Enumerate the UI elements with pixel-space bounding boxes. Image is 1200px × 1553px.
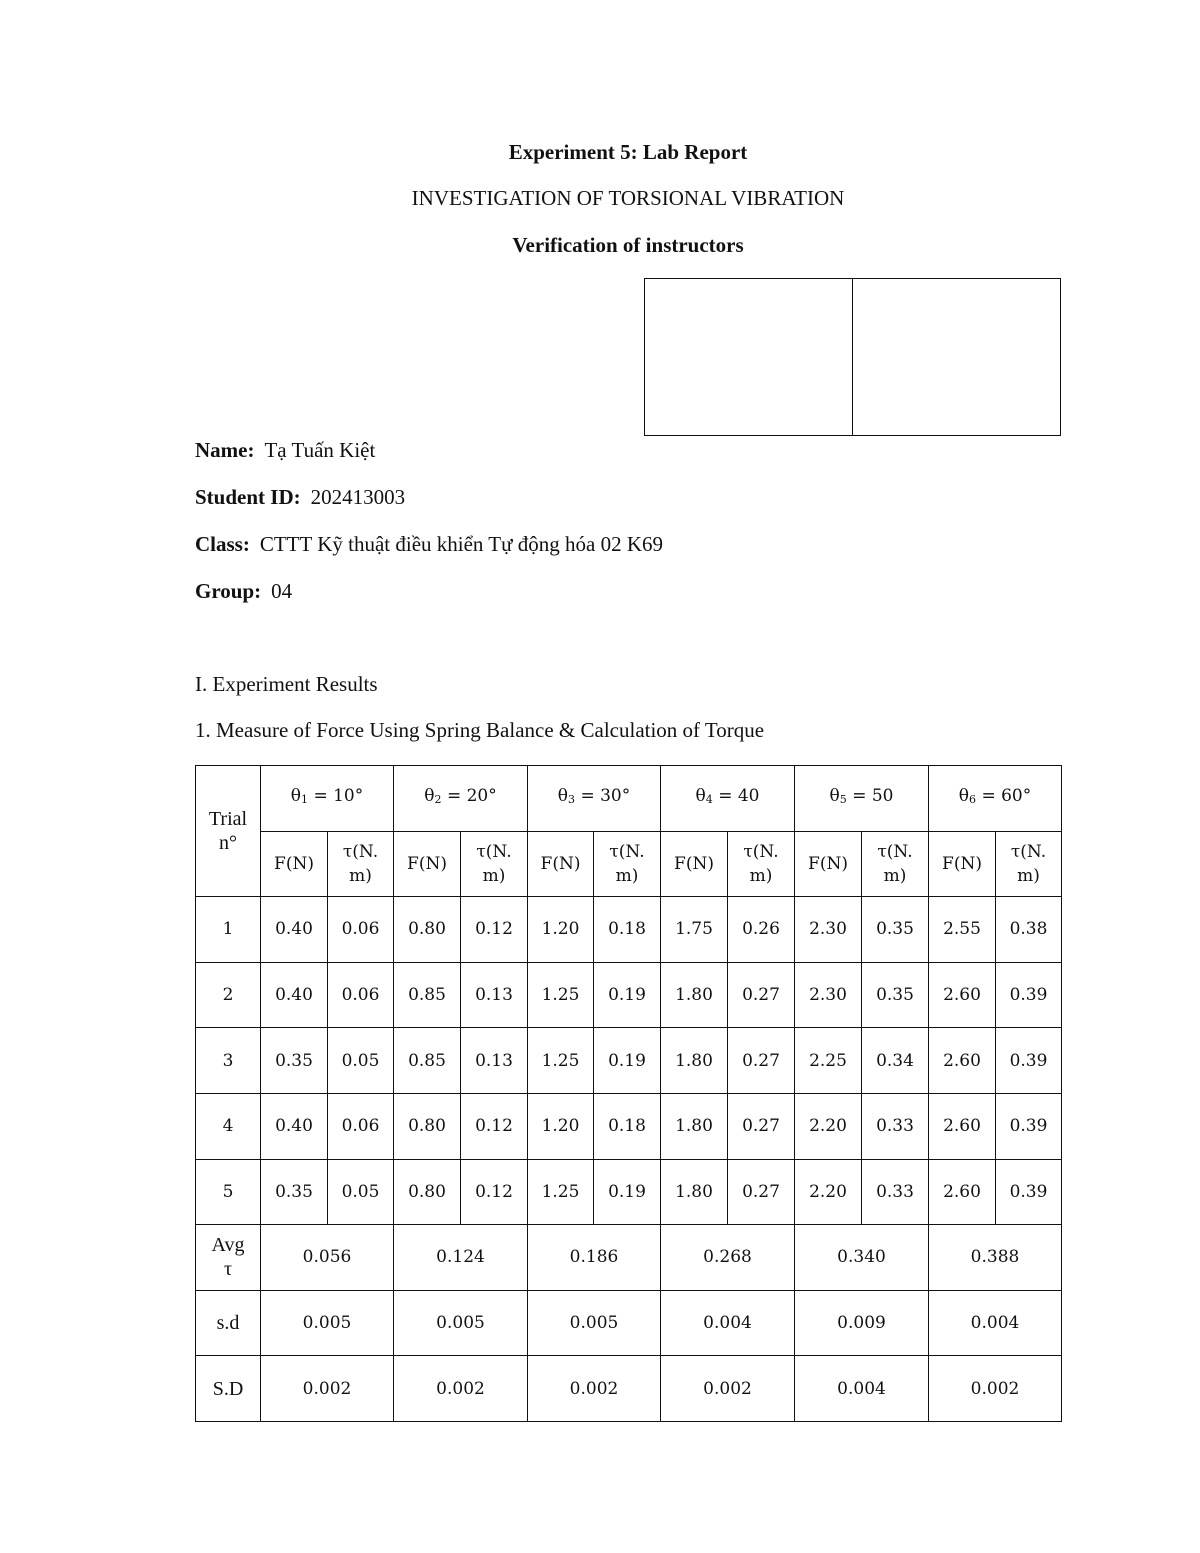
summary-row [196, 1225, 1062, 1291]
torque-value-cell: 0.39 [996, 1159, 1062, 1225]
torque-header-line1: τ(N. [743, 841, 779, 862]
force-value-cell: 0.40 [261, 1093, 328, 1159]
torque-value-cell: 0.27 [728, 1028, 795, 1094]
force-value-cell: 1.25 [528, 962, 594, 1028]
summary-row [196, 1290, 1062, 1356]
force-value-cell: 1.25 [528, 1028, 594, 1094]
force-value-cell: 2.60 [929, 1159, 996, 1225]
torque-value-cell: 0.12 [461, 897, 528, 963]
force-value-cell: 0.80 [394, 1093, 461, 1159]
summary-value-cell: 0.124 [394, 1225, 528, 1291]
summary-row [196, 1356, 1062, 1422]
force-value-cell: 1.20 [528, 897, 594, 963]
torque-value-cell: 0.12 [461, 1159, 528, 1225]
force-value-cell: 2.30 [795, 897, 862, 963]
force-value-cell: 0.85 [394, 962, 461, 1028]
table-row [196, 1028, 1062, 1094]
summary-value-cell: 0.005 [261, 1290, 394, 1356]
force-column-header: F(N) [528, 831, 594, 897]
torque-value-cell: 0.06 [328, 897, 394, 963]
angle-symbol: θ [424, 786, 435, 807]
summary-value-cell: 0.002 [394, 1356, 528, 1422]
torque-header-line2: m) [1017, 865, 1040, 886]
summary-label-line1: S.D [212, 1377, 244, 1400]
torque-value-cell: 0.35 [862, 962, 929, 1028]
summary-value-cell: 0.268 [661, 1225, 795, 1291]
angle-value: = 40 [718, 786, 760, 807]
summary-value-cell: 0.002 [929, 1356, 1062, 1422]
torque-value-cell: 0.05 [328, 1159, 394, 1225]
torque-value-cell: 0.13 [461, 962, 528, 1028]
summary-value-cell: 0.186 [528, 1225, 661, 1291]
angle-header [261, 766, 394, 832]
force-column-header: F(N) [795, 831, 862, 897]
summary-value-cell: 0.009 [795, 1290, 929, 1356]
summary-label-cell [196, 1225, 261, 1291]
torque-header-line2: m) [749, 865, 773, 886]
table-row [196, 1159, 1062, 1225]
angle-subscript: 4 [705, 793, 713, 807]
torque-value-cell: 0.35 [862, 897, 929, 963]
section-heading: I. Experiment Results [195, 672, 378, 696]
force-value-cell: 0.80 [394, 1159, 461, 1225]
torque-header-line1: τ(N. [476, 841, 512, 862]
angle-subscript: 3 [568, 793, 576, 807]
trial-header-line2: n° [219, 832, 237, 855]
torque-value-cell: 0.06 [328, 962, 394, 1028]
angle-value: = 20° [446, 786, 497, 807]
angle-header [795, 766, 929, 832]
summary-value-cell: 0.004 [795, 1356, 929, 1422]
student-id-label: Student ID: [195, 485, 301, 509]
force-value-cell: 1.80 [661, 962, 728, 1028]
torque-header-line2: m) [482, 865, 506, 886]
summary-value-cell: 0.005 [528, 1290, 661, 1356]
force-value-cell: 0.40 [261, 962, 328, 1028]
verification-heading: Verification of instructors [512, 233, 744, 257]
report-title: Experiment 5: Lab Report [508, 140, 748, 164]
torque-value-cell: 0.13 [461, 1028, 528, 1094]
angle-symbol: θ [958, 786, 970, 807]
angle-subscript: 5 [839, 793, 847, 807]
table-row [196, 1093, 1062, 1159]
report-subtitle: INVESTIGATION OF TORSIONAL VIBRATION [411, 186, 845, 210]
torque-column-header [328, 831, 394, 897]
force-value-cell: 0.35 [261, 1159, 328, 1225]
torque-value-cell: 0.27 [728, 962, 795, 1028]
angle-symbol: θ [290, 786, 302, 807]
force-column-header: F(N) [929, 831, 996, 897]
angle-header [661, 766, 795, 832]
instructor-signature-box [644, 278, 1061, 436]
torque-value-cell: 0.39 [996, 1028, 1062, 1094]
group-field [195, 579, 292, 604]
force-column-header: F(N) [394, 831, 461, 897]
torque-header-line2: m) [615, 865, 639, 886]
torque-value-cell: 0.18 [594, 1093, 661, 1159]
force-value-cell: 2.20 [795, 1093, 862, 1159]
trial-number-cell: 2 [196, 962, 261, 1028]
summary-label-line2: τ [223, 1258, 233, 1281]
results-table [195, 765, 1062, 1422]
angle-subscript: 6 [969, 793, 977, 807]
angle-subscript: 2 [434, 793, 442, 807]
angle-header [528, 766, 661, 832]
torque-column-header [996, 831, 1062, 897]
torque-value-cell: 0.19 [594, 1028, 661, 1094]
torque-column-header [862, 831, 929, 897]
trial-number-cell: 5 [196, 1159, 261, 1225]
signature-cell-right [852, 279, 1060, 435]
angle-symbol: θ [695, 786, 706, 807]
summary-label-line1: Avg [211, 1234, 245, 1257]
torque-value-cell: 0.19 [594, 962, 661, 1028]
torque-value-cell: 0.12 [461, 1093, 528, 1159]
torque-value-cell: 0.38 [996, 897, 1062, 963]
trial-number-cell: 3 [196, 1028, 261, 1094]
trial-header-cell [196, 766, 261, 897]
table-row [196, 897, 1062, 963]
torque-value-cell: 0.33 [862, 1093, 929, 1159]
torque-header-line2: m) [349, 865, 372, 886]
summary-value-cell: 0.340 [795, 1225, 929, 1291]
force-value-cell: 2.20 [795, 1159, 862, 1225]
torque-header-line2: m) [883, 865, 907, 886]
table-header-row [196, 766, 1062, 832]
name-field [195, 438, 375, 463]
torque-column-header [461, 831, 528, 897]
torque-value-cell: 0.39 [996, 1093, 1062, 1159]
force-value-cell: 2.25 [795, 1028, 862, 1094]
summary-label-cell [196, 1290, 261, 1356]
torque-value-cell: 0.34 [862, 1028, 929, 1094]
torque-header-line1: τ(N. [1010, 841, 1047, 862]
torque-value-cell: 0.27 [728, 1159, 795, 1225]
torque-header-line1: τ(N. [877, 841, 913, 862]
angle-value: = 10° [313, 786, 364, 807]
force-value-cell: 1.75 [661, 897, 728, 963]
name-value: Tạ Tuấn Kiệt [264, 438, 376, 462]
class-field [195, 532, 663, 557]
torque-header-line1: τ(N. [609, 841, 645, 862]
force-value-cell: 1.25 [528, 1159, 594, 1225]
class-label: Class: [195, 532, 250, 556]
subsection-heading: 1. Measure of Force Using Spring Balance & Calculation of Torque [195, 718, 765, 742]
force-value-cell: 2.55 [929, 897, 996, 963]
summary-value-cell: 0.002 [261, 1356, 394, 1422]
trial-number-cell: 1 [196, 897, 261, 963]
angle-value: = 50 [852, 786, 894, 807]
summary-label-line1: s.d [216, 1312, 240, 1335]
group-value: 04 [271, 579, 293, 603]
class-value: CTTT Kỹ thuật điều khiển Tự động hóa 02 K69 [259, 532, 663, 556]
force-value-cell: 1.80 [661, 1093, 728, 1159]
summary-value-cell: 0.004 [661, 1290, 795, 1356]
table-row [196, 962, 1062, 1028]
summary-value-cell: 0.005 [394, 1290, 528, 1356]
group-label: Group: [195, 579, 262, 603]
torque-value-cell: 0.33 [862, 1159, 929, 1225]
torque-value-cell: 0.18 [594, 897, 661, 963]
torque-value-cell: 0.19 [594, 1159, 661, 1225]
force-value-cell: 0.80 [394, 897, 461, 963]
torque-value-cell: 0.06 [328, 1093, 394, 1159]
student-id-field [195, 485, 405, 510]
torque-value-cell: 0.26 [728, 897, 795, 963]
summary-value-cell: 0.056 [261, 1225, 394, 1291]
force-value-cell: 0.40 [261, 897, 328, 963]
angle-symbol: θ [829, 786, 840, 807]
summary-value-cell: 0.004 [929, 1290, 1062, 1356]
angle-value: = 30° [580, 786, 631, 807]
force-value-cell: 1.80 [661, 1028, 728, 1094]
student-id-value: 202413003 [310, 485, 406, 509]
angle-value: = 60° [981, 786, 1032, 807]
force-value-cell: 0.85 [394, 1028, 461, 1094]
summary-label-cell [196, 1356, 261, 1422]
torque-value-cell: 0.39 [996, 962, 1062, 1028]
trial-header-line1: Trial [208, 808, 248, 831]
force-column-header: F(N) [261, 831, 328, 897]
table-subheader-row [196, 831, 1062, 897]
torque-value-cell: 0.27 [728, 1093, 795, 1159]
force-value-cell: 2.60 [929, 1028, 996, 1094]
torque-column-header [728, 831, 795, 897]
trial-number-cell: 4 [196, 1093, 261, 1159]
torque-header-line1: τ(N. [342, 841, 379, 862]
angle-symbol: θ [557, 786, 569, 807]
angle-header [929, 766, 1062, 832]
angle-subscript: 1 [301, 793, 309, 807]
force-value-cell: 2.30 [795, 962, 862, 1028]
signature-cell-left [645, 279, 852, 435]
force-value-cell: 1.20 [528, 1093, 594, 1159]
force-column-header: F(N) [661, 831, 728, 897]
torque-column-header [594, 831, 661, 897]
angle-header [394, 766, 528, 832]
force-value-cell: 2.60 [929, 1093, 996, 1159]
summary-value-cell: 0.002 [528, 1356, 661, 1422]
torque-value-cell: 0.05 [328, 1028, 394, 1094]
summary-value-cell: 0.002 [661, 1356, 795, 1422]
summary-value-cell: 0.388 [929, 1225, 1062, 1291]
force-value-cell: 1.80 [661, 1159, 728, 1225]
force-value-cell: 2.60 [929, 962, 996, 1028]
name-label: Name: [195, 438, 255, 462]
force-value-cell: 0.35 [261, 1028, 328, 1094]
